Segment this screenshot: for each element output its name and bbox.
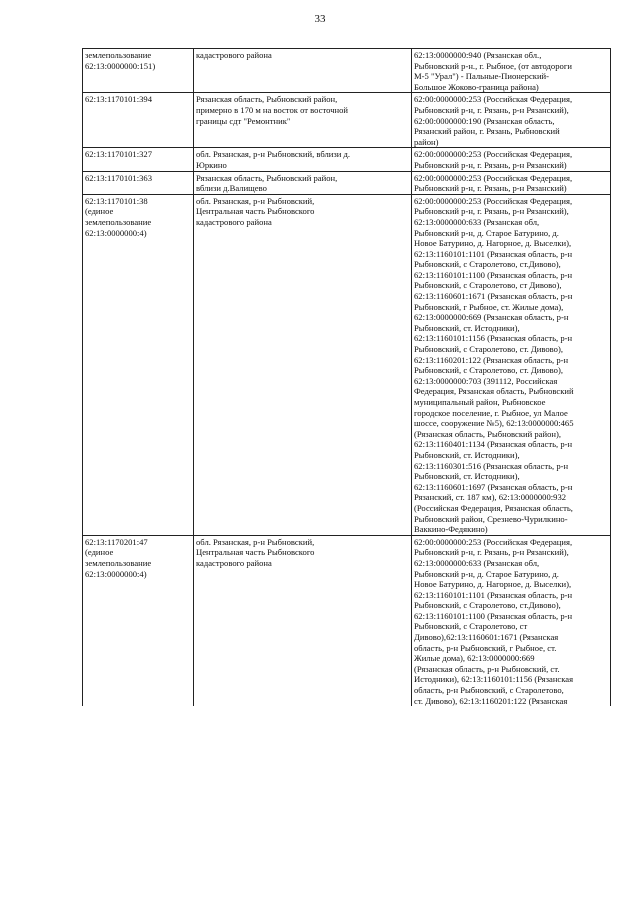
table-row — [83, 171, 611, 194]
cell-text-line: Жилые дома), 62:13:0000000:669 — [414, 653, 535, 664]
cell-text-line: Рыбновский р-н, г. Рязань, р-н Рязанский), — [414, 104, 569, 115]
table-row — [83, 49, 611, 93]
cell-text-line: 62:00:0000000:253 (Российская Федерация, — [414, 195, 573, 206]
cell-text-line: Рыбновский, с Старолетово, ст.Дивово), — [414, 600, 561, 611]
related-plots-cell — [412, 171, 611, 194]
cell-text-line: М-5 "Урал") - Пальные-Пионерский- — [414, 71, 550, 82]
cell-text-line: Новое Батурино, д. Нагорное, д. Выселки), — [414, 579, 572, 590]
cell-text-line: Рязанская область, Рыбновский район, — [196, 172, 338, 183]
related-plots-cell — [412, 148, 611, 171]
table-row — [83, 93, 611, 148]
cell-text-line: область, р-н Рыбновский, г Рыбное, ст. — [414, 642, 557, 653]
cell-text-line: 62:13:0000000:633 (Рязанская обл, — [414, 216, 540, 227]
related-plots-cell — [412, 194, 611, 535]
cell-text-line: городское поселение, г. Рыбное, ул Малое — [414, 407, 568, 418]
table-row — [83, 194, 611, 535]
cell-text-line: 62:13:1170101:363 — [85, 172, 152, 183]
related-plots-cell — [412, 49, 611, 93]
location-cell — [194, 148, 412, 171]
cell-text-line: 62:00:0000000:253 (Российская Федерация, — [414, 536, 573, 547]
related-plots-cell — [412, 535, 611, 706]
cell-text-line: 62:13:1160101:1101 (Рязанская область, р-н — [414, 589, 573, 600]
cell-text-line: Рыбновский р-н, г. Рязань, р-н Рязанский) — [414, 159, 567, 170]
related-plots-cell — [412, 93, 611, 148]
cell-text-line: 62:13:1170101:394 — [85, 94, 152, 105]
cell-text-line: Рыбновский, ст. Истодники), — [414, 471, 520, 482]
cell-text-line: Рыбновский р-н, д. Старое Батурино, д. — [414, 227, 559, 238]
cell-text-line: 62:13:1160101:1101 (Рязанская область, р-н — [414, 248, 573, 259]
cell-text-line: Истодники), 62:13:1160101:1156 (Рязанская — [414, 674, 574, 685]
cell-text-line: 62:13:1160101:1156 (Рязанская область, р-н — [414, 333, 573, 344]
cell-text-line: вблизи д.Валищево — [196, 183, 267, 194]
cadastral-number-cell — [83, 148, 194, 171]
cell-text-line: Рыбновский, с Старолетово, ст. Дивово), — [414, 344, 563, 355]
cell-text-line: Центральная часть Рыбновского — [196, 206, 315, 217]
cell-text-line: обл. Рязанская, р-н Рыбновский, — [196, 195, 315, 206]
cell-text-line: Рязанский район, г. Рязань, Рыбновский — [414, 126, 560, 137]
cell-text-line: (Рязанская область, р-н Рыбновский, ст. — [414, 663, 560, 674]
cell-text-line: 62:13:1160101:1100 (Рязанская область, р-н — [414, 610, 573, 621]
cell-text-line: Федерация, Рязанская область, Рыбновский — [414, 386, 574, 397]
cell-text-line: 62:13:1160401:1134 (Рязанская область, р-н — [414, 439, 573, 450]
cadastral-number-cell — [83, 93, 194, 148]
cell-text-line: 62:13:1170201:47 — [85, 536, 148, 547]
cell-text-line: 62:00:0000000:253 (Российская Федерация, — [414, 149, 573, 160]
cell-text-line: границы сдт "Ремонтник" — [196, 115, 291, 126]
location-cell — [194, 535, 412, 706]
cell-text-line: 62:13:0000000:4) — [85, 227, 147, 238]
cell-text-line: кадастрового района — [196, 50, 272, 60]
cell-text-line: Центральная часть Рыбновского — [196, 547, 315, 558]
cell-text-line: Рыбновский, с Старолетово, ст.Дивово), — [414, 259, 561, 270]
cell-text-line: Рязанский, ст. 187 км), 62:13:0000000:932 — [414, 492, 567, 503]
cell-text-line: Рыбновский, с Старолетово, ст. Дивово), — [414, 365, 563, 376]
cell-text-line: 62:13:1160601:1697 (Рязанская область, р-н — [414, 481, 573, 492]
cell-text-line: Рыбновский р-н., г. Рыбное, (от автодороги — [414, 60, 572, 71]
cell-text-line: 62:00:0000000:190 (Рязанская область, — [414, 115, 555, 126]
cell-text-line: Рыбновский р-н, д. Старое Батурино, д. — [414, 568, 559, 579]
cell-text-line: обл. Рязанская, р-н Рыбновский, вблизи д. — [196, 149, 351, 160]
location-cell — [194, 171, 412, 194]
cell-text-line: Рязанская область, Рыбновский район, — [196, 94, 338, 105]
location-cell — [194, 194, 412, 535]
cell-text-line: 62:13:1160201:122 (Рязанская область, р-н — [414, 354, 569, 365]
cell-text-line: 62:13:1160301:516 (Рязанская область, р-н — [414, 460, 569, 471]
cell-text-line: 62:00:0000000:253 (Российская Федерация, — [414, 94, 573, 105]
cell-text-line: область, р-н Рыбновский, с Старолетово, — [414, 685, 564, 696]
cell-text-line: район) — [414, 136, 439, 147]
table-row — [83, 148, 611, 171]
cell-text-line: Рыбновский, с Старолетово, ст — [414, 621, 528, 632]
cell-text-line: (Рязанская область, Рыбновский район), — [414, 428, 561, 439]
cell-text-line: (Российская Федерация, Рязанская область, — [414, 502, 573, 513]
cell-text-line: Рыбновский, с Старолетово, ст Дивово), — [414, 280, 562, 291]
cell-text-line: Рыбновский, ст. Истодники), — [414, 322, 520, 333]
cell-text-line: землепользование — [85, 50, 152, 60]
cell-text-line: 62:00:0000000:253 (Российская Федерация, — [414, 172, 573, 183]
page-number: 33 — [314, 13, 326, 25]
cell-text-line: Рыбновский р-н, г. Рязань, р-н Рязанский) — [414, 183, 567, 194]
cadastral-number-cell — [83, 535, 194, 706]
cell-text-line: 62:13:1170101:38 — [85, 195, 148, 206]
cell-text-line: шоссе, сооружение №5), 62:13:0000000:465 — [414, 418, 574, 429]
cell-text-line: Юркино — [196, 159, 227, 170]
cadastral-number-cell — [83, 171, 194, 194]
cell-text-line: 62:13:0000000:4) — [85, 568, 147, 579]
cell-text-line: Новое Батурино, д. Нагорное, д. Выселки), — [414, 238, 572, 249]
location-cell — [194, 49, 412, 93]
cell-text-line: Рыбновский район, Срезнево-Чурилкино- — [414, 513, 568, 524]
cadastral-number-cell — [83, 194, 194, 535]
cell-text-line: Большое Жоково-граница района) — [414, 81, 539, 92]
cell-text-line: 62:13:1170101:327 — [85, 149, 152, 160]
cell-text-line: (единое — [85, 206, 114, 217]
land-plots-table-body — [83, 49, 611, 707]
cell-text-line: кадастрового района — [196, 557, 272, 568]
cell-text-line: 62:13:0000000:703 (391112, Российская — [414, 375, 558, 386]
cell-text-line: 62:13:0000000:669 (Рязанская область, р-н — [414, 312, 569, 323]
cell-text-line: кадастрового района — [196, 216, 272, 227]
land-plots-table — [82, 48, 611, 706]
cell-text-line: Дивово),62:13:1160601:1671 (Рязанская — [414, 632, 559, 643]
cell-text-line: Ваккино-Федякино) — [414, 524, 488, 535]
cadastral-number-cell — [83, 49, 194, 93]
cell-text-line: ст. Дивово), 62:13:1160201:122 (Рязанская — [414, 695, 568, 706]
cell-text-line: 62:13:1160601:1671 (Рязанская область, р-н — [414, 291, 573, 302]
cell-text-line: Рыбновский, г Рыбное, ст. Жилые дома), — [414, 301, 564, 312]
cell-text-line: примерно в 170 м на восток от восточной — [196, 104, 349, 115]
cell-text-line: (единое — [85, 547, 114, 558]
cell-text-line: Рыбновский р-н, г. Рязань, р-н Рязанский), — [414, 206, 569, 217]
cell-text-line: обл. Рязанская, р-н Рыбновский, — [196, 536, 315, 547]
location-cell — [194, 93, 412, 148]
cell-text-line: муниципальный район, Рыбновское — [414, 397, 546, 407]
cell-text-line: землепользование — [85, 557, 152, 568]
cell-text-line: 62:13:0000000:151) — [85, 60, 156, 71]
table-row — [83, 535, 611, 706]
cell-text-line: Рыбновский р-н, г. Рязань, р-н Рязанский), — [414, 547, 569, 558]
cell-text-line: 62:13:0000000:940 (Рязанская обл., — [414, 50, 542, 60]
cell-text-line: 62:13:0000000:633 (Рязанская обл, — [414, 557, 540, 568]
cell-text-line: Рыбновский, ст. Истодники), — [414, 449, 520, 460]
cell-text-line: землепользование — [85, 216, 152, 227]
cell-text-line: 62:13:1160101:1100 (Рязанская область, р-н — [414, 269, 573, 280]
